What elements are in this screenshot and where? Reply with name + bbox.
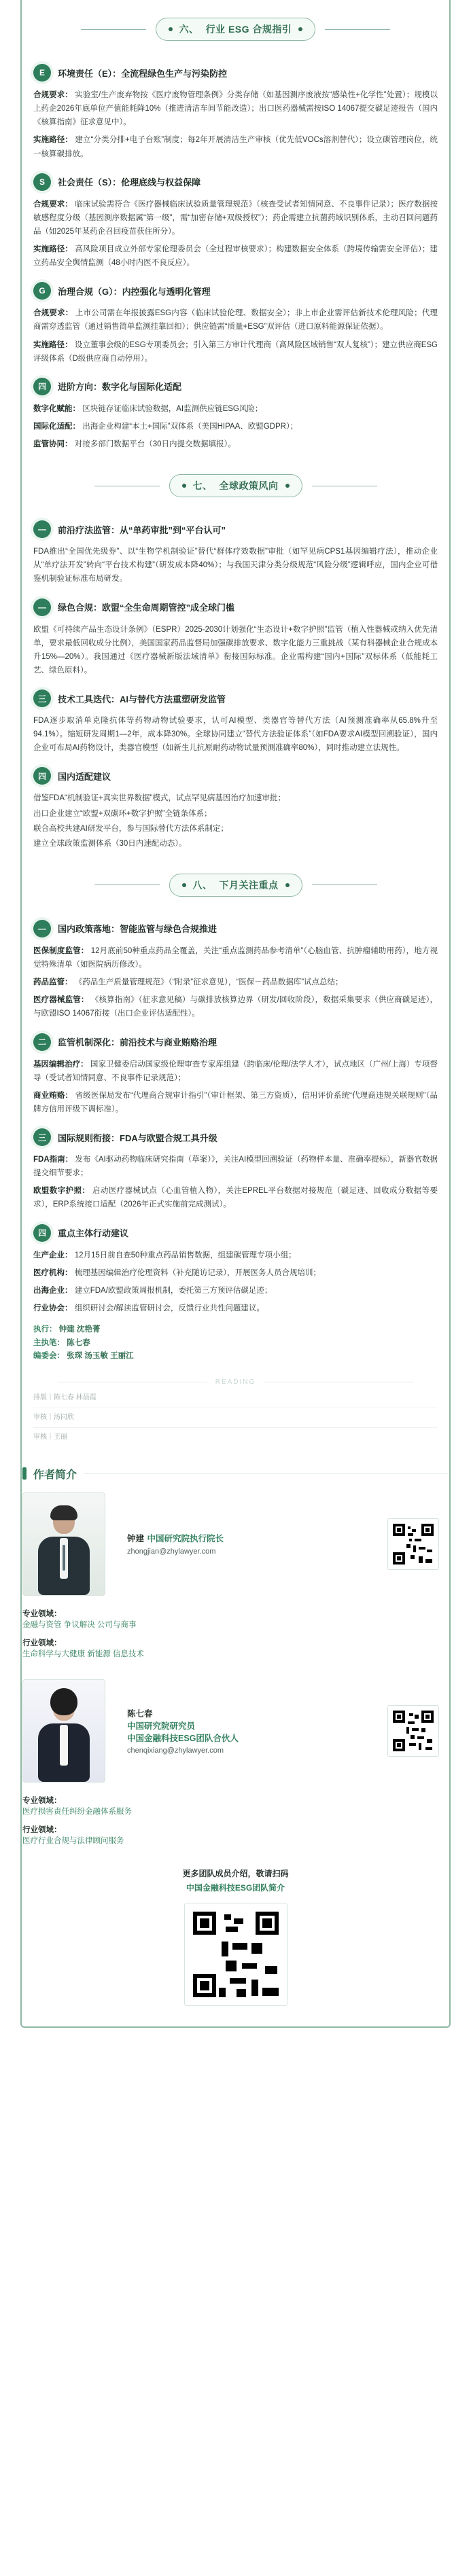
section-divider-right — [312, 884, 377, 885]
heading — [33, 767, 438, 785]
paragraph-text: 组织研讨会/解读监管研讨会，反馈行业共性问题建议。 — [74, 1304, 264, 1312]
global-two — [33, 598, 438, 678]
field-label: 专业领域： — [22, 1796, 62, 1805]
paragraph: FDA推出“全国优先级券”、以“生物学机制验证”替代“群体疗效数据”审批（如罕见病CPS1基因编辑疗法），推动企业从“单疗法开发”转向“平台技术构建”（研发成本降40%）；与我国天津分类分级规范“风险分级”逻辑呼应，国内企业可借鉴机制验证标准布局研发。 — [33, 548, 438, 584]
inline-label: 医疗机构： — [33, 1268, 73, 1277]
paragraph — [33, 338, 438, 365]
signature-value: 钟建 沈艳菁 — [58, 1325, 101, 1334]
inline-label: 实施路径： — [33, 245, 73, 253]
paragraph — [33, 306, 438, 334]
inline-label: 合规要求： — [33, 309, 73, 318]
signature-value: 张琛 汤玉敏 王丽江 — [67, 1352, 134, 1361]
heading-title: 前沿疗法监管：从“单药审批”到“平台认可” — [58, 524, 226, 535]
paragraph: FDA逐步取消单克隆抗体等药物动物试验要求，认可AI模型、类器官等替代方法（AI预测准确率从65.8%升至94.1%）。缩短研发周期1—2年，成本降30%。全球协同建立“替代方法验证体系”（如FDA要求AI模型回溯验证），国内企业可布局AI药物设计，类器官模型（如新生儿抗原耐药动物试量预测准确率80%），同时推动建立法规性。 — [33, 717, 438, 753]
field-value: 医疗损害责任纠纷金融体系服务 — [22, 1807, 132, 1816]
heading-title: 技术工具迭代：AI与替代方法重塑研发监管 — [58, 694, 226, 704]
heading-title: 监管机制深化：前沿技术与商业贿赂治理 — [58, 1037, 217, 1048]
meta-info — [33, 1393, 438, 1443]
paragraph-text: 12月底前50种重点药品全覆盖，关注“重点监测药品参考清单”（心脑血管、抗肿瘤辅助用药），地方视觉特殊清单（如医院病历修改）。 — [33, 946, 438, 969]
paragraph — [33, 1302, 438, 1315]
heading-title: 环境责任（E）：全流程绿色生产与污染防控 — [58, 68, 228, 79]
paragraph — [33, 944, 438, 971]
next-one — [33, 920, 438, 1021]
section-tag — [169, 474, 302, 497]
tag-dot-icon — [298, 27, 302, 31]
signature-line — [33, 1337, 438, 1350]
bullet-list — [33, 791, 438, 851]
header-line — [84, 1473, 449, 1474]
heading — [33, 690, 438, 707]
heading-badge: G — [33, 282, 51, 300]
paragraph-text: 国家卫健委启动国家级伦理审查专家库组建（跨临床/伦理/法学人才），试点地区（广州/上海）专项督导（受试者知情同意、不良事件记录规范）； — [33, 1060, 438, 1082]
heading — [33, 598, 438, 616]
bullet-item: 借鉴FDA“机制验证+真实世界数据”模式，试点罕见病基因治疗加速审批； — [33, 794, 285, 803]
global-three — [33, 690, 438, 755]
field-label: 行业领域： — [22, 1639, 62, 1648]
inline-label: 出海企业： — [33, 1286, 73, 1295]
paragraph-text: 出海企业构建“本土+国际”双体系（美国HIPAA、欧盟GDPR）； — [82, 422, 298, 431]
field-label: 专业领域： — [22, 1609, 62, 1618]
paragraph-text: 发布《AI驱动药物临床研究指南（草案）》，关注AI模型回溯验证（药物样本量、准确率提标），新器官数据提交细节要求； — [33, 1156, 438, 1178]
author-email[interactable]: chenqixiang@zhylawyer.com — [127, 1746, 224, 1755]
paragraph — [33, 1089, 438, 1116]
author-info — [127, 1532, 378, 1556]
bullet-item: 出口企业建立“欧盟+双碳环+数字护照”全链条体系； — [33, 809, 212, 818]
article-content — [10, 0, 461, 1443]
authors-wrap — [10, 1466, 461, 2006]
section-header-seven — [33, 474, 438, 497]
heading-badge: 四 — [33, 767, 51, 785]
header-accent-bar — [22, 1467, 27, 1480]
tag-dot-icon — [285, 883, 290, 887]
avatar — [22, 1679, 105, 1783]
section-divider-left — [81, 29, 146, 30]
section-divider-right — [325, 29, 390, 30]
meta-line: 排版｜陈七春 林晨霞 — [33, 1393, 97, 1401]
inline-label: FDA指南： — [33, 1156, 73, 1164]
inline-label: 基因编辑治疗： — [33, 1060, 88, 1069]
bullet-item: 建立全球政策监测体系（30日内速配动态）。 — [33, 839, 187, 848]
paragraph — [33, 1058, 438, 1085]
heading — [33, 173, 438, 191]
paragraph — [33, 198, 438, 238]
heading — [33, 64, 438, 82]
section-number: 七、 — [192, 480, 213, 492]
signature-line — [33, 1323, 438, 1337]
heading-title: 国际规则衔接：FDA与欧盟合规工具升级 — [58, 1132, 217, 1143]
paragraph — [33, 133, 438, 160]
global-one — [33, 520, 438, 586]
inline-label: 生产企业： — [33, 1251, 73, 1259]
heading-badge: 四 — [33, 1224, 51, 1242]
author-fields — [22, 1795, 449, 1848]
heading — [33, 378, 438, 395]
signature-label: 主执笔： — [33, 1338, 65, 1347]
heading-badge: 三 — [33, 690, 51, 707]
meta-line: 审核｜王丽 — [33, 1433, 67, 1441]
heading — [33, 920, 438, 937]
section-title: 行业 ESG 合规指引 — [205, 24, 292, 35]
author-card — [22, 1492, 449, 1596]
heading-badge: S — [33, 173, 51, 191]
signature-line — [33, 1350, 438, 1363]
inline-label: 实施路径： — [33, 340, 73, 349]
signature-label: 执行： — [33, 1325, 57, 1334]
avatar-shirt — [60, 1725, 68, 1766]
paragraph — [33, 1153, 438, 1180]
field-value: 金融与资管 争议解决 公司与商事 — [22, 1620, 137, 1629]
next-two — [33, 1033, 438, 1117]
author-name: 陈七春 — [127, 1709, 153, 1719]
inline-label: 行业协会： — [33, 1304, 73, 1312]
section-title: 全球政策风向 — [219, 480, 279, 492]
field-label: 行业领域： — [22, 1826, 62, 1835]
authors-title: 作者简介 — [33, 1469, 77, 1481]
section-header-six — [33, 18, 438, 41]
section-title: 下月关注重点 — [219, 879, 279, 891]
paragraph-text: 临床试验需符合《医疗器械临床试验质量管理规范》（核查受试者知情同意、不良事件记录）；医疗数据按敏感程度分级（基因测序数据属“第一级”，需“加密存储+双级授权”）；药企需建立抗菌药域识别体系，主动召回问题药品（如2025年某药企召回疫苗获住所分）。 — [33, 200, 438, 236]
global-four — [33, 767, 438, 851]
heading-badge: — — [33, 920, 51, 937]
paragraph — [33, 1184, 438, 1211]
author-qr-code[interactable] — [387, 1518, 439, 1570]
inline-label: 国际化适配： — [33, 422, 80, 431]
author-qr-code[interactable] — [387, 1705, 439, 1757]
footer-text: 更多团队成员介绍，敬请扫码 — [182, 1868, 289, 1878]
author-card — [22, 1679, 449, 1783]
paragraph — [33, 993, 438, 1020]
signature-value: 陈七春 — [67, 1338, 90, 1347]
inline-label: 医保制度监管： — [33, 946, 89, 955]
paragraph — [33, 243, 438, 270]
qr-icon — [391, 1522, 435, 1566]
meta-line: 审核｜汤同欣 — [33, 1413, 74, 1421]
signature-label: 编委会： — [33, 1352, 65, 1361]
meta-divider — [33, 1427, 438, 1428]
paragraph — [33, 402, 438, 416]
paragraph — [33, 88, 438, 129]
heading-title: 国内适配建议 — [58, 771, 111, 782]
author-title: 中国研究院研究员 — [127, 1721, 196, 1731]
paragraph-text: 高风险项目成立外部专家伦理委员会（全过程审核要求）；构建数据安全体系（跨境传输需安全评估）；建立药品安全舆情监测（48小时内医不良反应）。 — [33, 245, 438, 268]
reading-mark: READING — [215, 1378, 256, 1386]
inline-label: 欧盟数字护照： — [33, 1187, 90, 1196]
paragraph-text: 梳理基因编辑治疗伦理资料（补充随访记录），开展医务人员合规培训； — [74, 1268, 321, 1277]
heading — [33, 1128, 438, 1146]
avatar-tie — [63, 1545, 65, 1571]
footer-subtitle: 中国金融科技ESG团队简介 — [186, 1882, 285, 1893]
avatar-hair — [50, 1688, 77, 1715]
paragraph — [33, 437, 438, 451]
heading — [33, 520, 438, 538]
author-fields — [22, 1608, 449, 1662]
author-info — [127, 1707, 378, 1755]
section-number: 八、 — [192, 879, 213, 891]
paragraph — [33, 1284, 438, 1298]
section-header-eight — [33, 874, 438, 897]
heading-title: 重点主体行动建议 — [58, 1228, 129, 1238]
paragraph-text: 12月15日前自查50种重点药品销售数据，组建碳管理专项小组； — [74, 1251, 296, 1259]
esg-advanced — [33, 378, 438, 451]
paragraph — [33, 976, 438, 989]
heading — [33, 282, 438, 300]
heading-title: 进阶方向：数字化与国际化适配 — [58, 382, 182, 393]
heading-badge: 三 — [33, 1128, 51, 1146]
inline-label: 实施路径： — [33, 136, 73, 145]
esg-e — [33, 64, 438, 161]
heading — [33, 1033, 438, 1051]
tag-dot-icon — [169, 27, 173, 31]
reading-divider — [33, 1378, 438, 1386]
inline-label: 监管协同： — [33, 440, 73, 448]
team-qr-code[interactable] — [184, 1903, 287, 2006]
inline-label: 商业贿赂： — [33, 1091, 73, 1100]
heading-badge: 四 — [33, 378, 51, 395]
article-wrap — [10, 0, 461, 1443]
paragraph-text: 区块链存证临床试验数据，AI监测供应链ESG风险； — [82, 404, 263, 413]
heading-title: 社会责任（S）：伦理底线与权益保障 — [58, 177, 201, 188]
heading-badge: E — [33, 64, 51, 82]
next-three — [33, 1128, 438, 1212]
paragraph-text: 对接多部门数据平台（30日内提交数据填报）。 — [74, 440, 236, 448]
avatar — [22, 1492, 105, 1596]
heading-badge: — — [33, 520, 51, 538]
paragraph-text: 建立“分类分排+电子台账”制度；每2年开展清洁生产审核（优先低VOCs溶剂替代）；设立碳管理岗位，统一核算碳排放。 — [33, 136, 438, 158]
paragraph-text: 《核算指南》（征求意见稿）与碳排放核算边界（研发/回收阶段），数据采集要求（供应商碳足迹），与欧盟ISO 14067衔接（出口企业评估适配性）。 — [33, 996, 438, 1018]
section-divider-left — [94, 884, 160, 885]
paragraph — [33, 420, 438, 433]
heading-title: 治理合规（G）：内控强化与透明化管理 — [58, 286, 211, 297]
paragraph-text: 《药品生产质量管理规范》（“附录”征求意见），“医保－药品数据库”试点总结； — [74, 978, 343, 987]
heading-title: 国内政策落地：智能监管与绿色合规推进 — [58, 924, 217, 935]
qr-icon — [189, 1908, 283, 2001]
paragraph: 欧盟《可持续产品生态设计条例》（ESPR）2025-2030计划强化“生态设计+数字护照”监管（植入性器械或纳入优先清单，要求最低回收成分比例），美国国家药品监督局加强碳排放要求、数字化能力三重挑战（某有科器械企业合规成本升15%—20%）。我国通过《医疗器械新版法域清单》衔接国际标准。企业需构建“国内+国际”双标体系（低能耗工艺、绿色原料）。 — [33, 625, 438, 675]
heading-title: 绿色合规：欧盟“全生命周期管控”成全球门槛 — [58, 603, 235, 613]
paragraph — [33, 1266, 438, 1280]
inline-label: 医疗器械监管： — [33, 996, 89, 1005]
field-value: 医疗行业合规与法律顾问服务 — [22, 1837, 124, 1846]
esg-g — [33, 282, 438, 365]
inline-label: 合规要求： — [33, 91, 73, 99]
author-email[interactable]: zhongjian@zhylawyer.com — [127, 1548, 216, 1556]
qr-icon — [391, 1709, 435, 1753]
heading — [33, 1224, 438, 1242]
inline-label: 药品监管： — [33, 978, 73, 987]
tag-dot-icon — [285, 484, 290, 488]
paragraph-text: 启动医疗器械试点（心血管植入物），关注EPREL平台数据对接规范（碳足迹、回收成分数据等要求），ERP系统接口适配（2026年正式实施前完成测试）。 — [33, 1187, 438, 1209]
tag-dot-icon — [182, 484, 186, 488]
paragraph-text: 建立FDA/欧盟政策周报机制，委托第三方预评估碳足迹； — [74, 1286, 273, 1295]
heading-badge: — — [33, 598, 51, 616]
author-title: 中国研究院执行院长 — [147, 1534, 224, 1544]
tag-dot-icon — [182, 883, 186, 887]
paragraph-text: 省级医保局发布“代理商合规审计指引”（审计框架、第三方资质），信用评价系统“代理商违规关联规则”（品牌方信用评级下调标准）。 — [33, 1091, 438, 1113]
section-tag — [156, 18, 316, 41]
inline-label: 合规要求： — [33, 200, 73, 209]
section-tag — [169, 874, 302, 897]
signature-block — [33, 1323, 438, 1363]
paragraph-text: 实验室/生产废弃物按《医疗废物管理条例》分类存储（如基因测序废液按“感染性+化学性”处置）；规模以上药企2026年底单位产值能耗降10%（推进清洁车间节能改造）；出口医药器械需按ISO 14067提交碳足迹报告（国内《核算指南》征求意见中）。 — [33, 91, 438, 127]
section-number: 六、 — [179, 24, 199, 35]
author-title: 中国金融科技ESG团队合伙人 — [127, 1733, 239, 1743]
heading-badge: 二 — [33, 1033, 51, 1051]
authors-header — [22, 1466, 449, 1482]
next-four — [33, 1224, 438, 1316]
footer — [22, 1867, 449, 2006]
esg-s — [33, 173, 438, 270]
bullet-item: 联合高校共建AI研发平台，参与国际替代方法体系制定； — [33, 824, 228, 833]
paragraph-text: 设立董事会级的ESG专项委员会；引入第三方审计代理商（高风险区域销售“双人复核”）；建立供应商ESG评级体系（D级供应商自动停用）。 — [33, 340, 438, 363]
paragraph — [33, 1249, 438, 1262]
inline-label: 数字化赋能： — [33, 404, 80, 413]
avatar-hair — [50, 1505, 77, 1520]
paragraph-text: 上市公司需在年报披露ESG内容（临床试验伦理、数据安全）；非上市企业需评估新技术伦理风险；代理商需穿透监管（通过销售简单监测挂靠回扣）；供应链需“质量+ESG”双评估（进口原料能源保证依据）。 — [33, 309, 438, 332]
author-name: 钟建 — [127, 1534, 145, 1544]
field-value: 生命科学与大健康 新能源 信息技术 — [22, 1650, 144, 1659]
